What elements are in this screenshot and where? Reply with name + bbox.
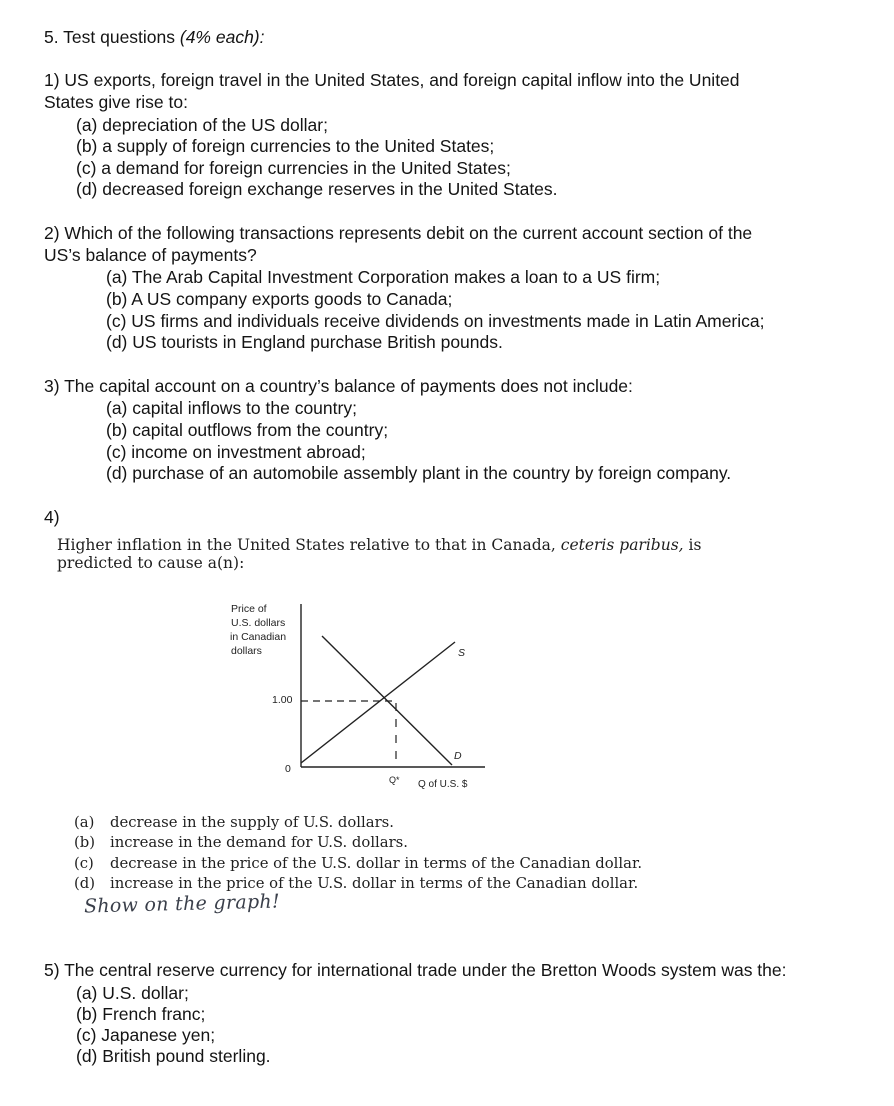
q4-prompt-line2: predicted to cause a(n): bbox=[57, 553, 245, 572]
y-axis-label-line2: U.S. dollars bbox=[231, 617, 286, 629]
q4-option-a bbox=[74, 814, 394, 832]
q5-option-b: (b) French franc; bbox=[76, 1004, 206, 1024]
x-axis-label: Q of U.S. $ bbox=[418, 779, 468, 790]
y-axis-label-line4: dollars bbox=[231, 645, 262, 657]
q1-stem-line1: 1) US exports, foreign travel in the United States, and foreign capital inflow into the United bbox=[44, 70, 740, 90]
q4-prompt-italic: ceteris paribus, bbox=[560, 536, 684, 554]
q1-option-c: (c) a demand for foreign currencies in the United States; bbox=[76, 158, 511, 178]
q2-stem-line2: US’s balance of payments? bbox=[44, 245, 257, 265]
y-axis-label-line1: Price of bbox=[231, 603, 267, 615]
q2-stem-line1: 2) Which of the following transactions represents debit on the current account section of the bbox=[44, 223, 753, 243]
q5-option-a: (a) U.S. dollar; bbox=[76, 983, 189, 1003]
q3-option-b: (b) capital outflows from the country; bbox=[106, 420, 389, 440]
handwritten-note: Show on the graph! bbox=[83, 890, 281, 918]
y-axis-label-line3: in Canadian bbox=[230, 631, 287, 643]
q4-prompt-part2: is bbox=[683, 536, 702, 554]
q1-option-b: (b) a supply of foreign currencies to the United States; bbox=[76, 136, 495, 156]
q2-option-c: (c) US firms and individuals receive dividends on investments made in Latin America; bbox=[106, 311, 765, 331]
q5-option-c: (c) Japanese yen; bbox=[76, 1025, 216, 1045]
q4-number: 4) bbox=[44, 507, 60, 527]
q4-option-b bbox=[74, 834, 408, 852]
q3-option-c: (c) income on investment abroad; bbox=[106, 442, 366, 462]
origin-label: 0 bbox=[285, 763, 291, 775]
price-tick-label: 1.00 bbox=[272, 694, 293, 706]
q4-option-c-text: decrease in the price of the U.S. dollar in terms of the Canadian dollar. bbox=[110, 855, 643, 872]
q4-option-b-label: (b) bbox=[74, 834, 96, 851]
q4-option-c bbox=[74, 855, 642, 873]
q3-option-a: (a) capital inflows to the country; bbox=[106, 398, 357, 418]
title-italic: (4% each): bbox=[179, 27, 265, 47]
q1-option-d: (d) decreased foreign exchange reserves in the United States. bbox=[76, 179, 558, 199]
title-main: 5. Test questions bbox=[44, 27, 180, 47]
q1-stem-line2: States give rise to: bbox=[44, 92, 188, 112]
q2-option-a: (a) The Arab Capital Investment Corporation makes a loan to a US firm; bbox=[106, 267, 661, 287]
q4-option-a-text: decrease in the supply of U.S. dollars. bbox=[110, 814, 394, 831]
q2-option-d: (d) US tourists in England purchase British pounds. bbox=[106, 332, 503, 352]
q4-option-a-label: (a) bbox=[74, 814, 95, 831]
q1-option-a: (a) depreciation of the US dollar; bbox=[76, 115, 328, 135]
q2-option-b: (b) A US company exports goods to Canada; bbox=[106, 289, 453, 309]
demand-curve-label: D bbox=[454, 750, 462, 762]
q4-option-d-text: increase in the price of the U.S. dollar in terms of the Canadian dollar. bbox=[110, 875, 639, 892]
q4-option-b-text: increase in the demand for U.S. dollars. bbox=[110, 834, 408, 851]
q4-option-c-label: (c) bbox=[74, 855, 94, 872]
q4-option-d-label: (d) bbox=[74, 875, 96, 892]
q4-prompt-part1: Higher inflation in the United States relative to that in Canada, bbox=[57, 536, 561, 554]
q5-option-d: (d) British pound sterling. bbox=[76, 1046, 271, 1066]
q-star-label: Q* bbox=[389, 775, 400, 785]
q4-option-d bbox=[74, 875, 638, 893]
q5-stem: 5) The central reserve currency for international trade under the Bretton Woods system was the: bbox=[44, 960, 787, 980]
supply-curve-label: S bbox=[458, 647, 466, 659]
q3-option-d: (d) purchase of an automobile assembly plant in the country by foreign company. bbox=[106, 463, 732, 483]
q3-stem: 3) The capital account on a country’s balance of payments does not include: bbox=[44, 376, 633, 396]
